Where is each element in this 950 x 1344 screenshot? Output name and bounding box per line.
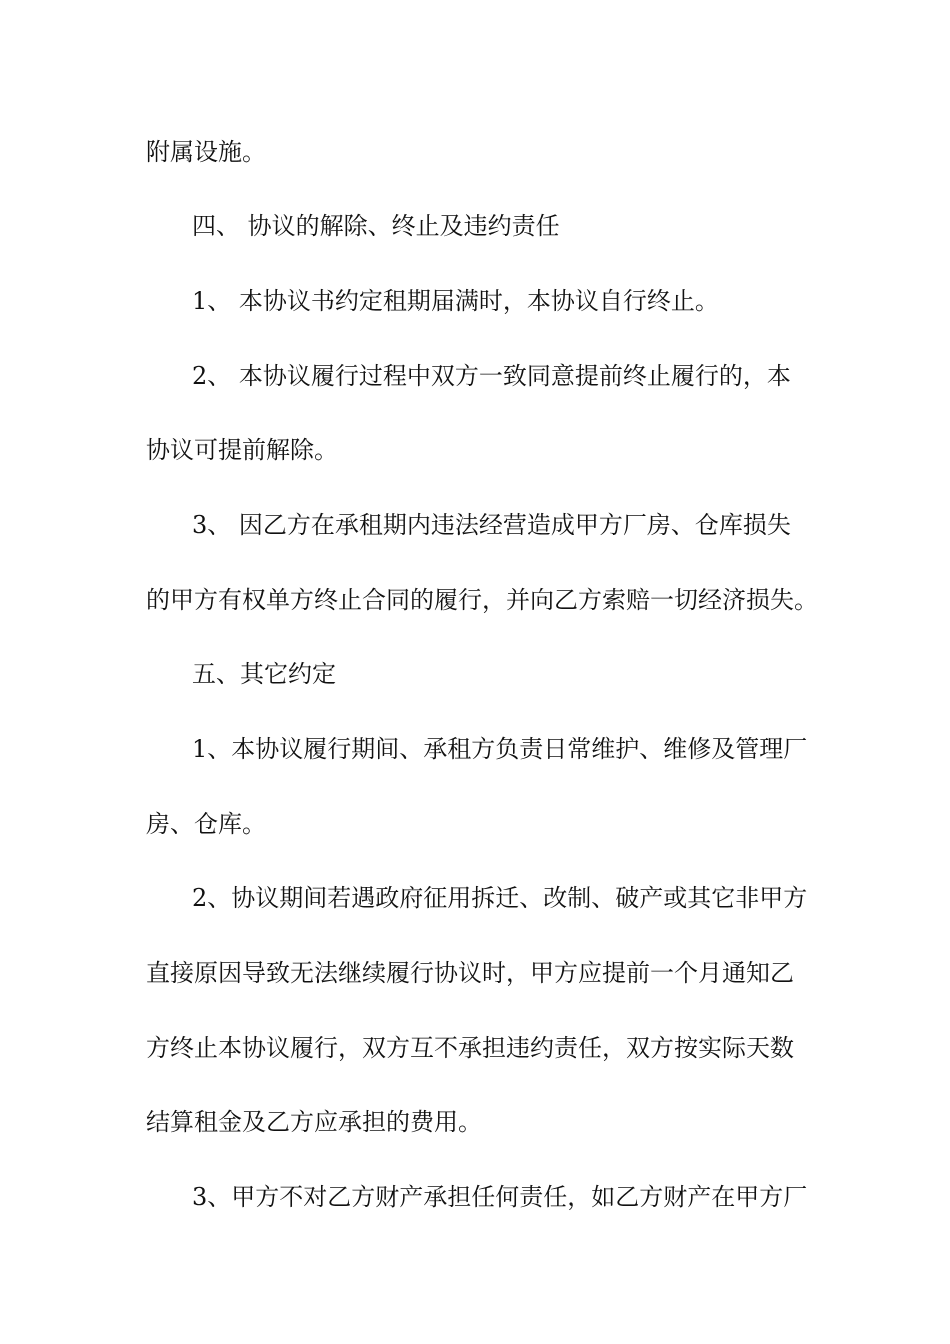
text-line: 方终止本协议履行，双方互不承担违约责任，双方按实际天数 xyxy=(146,1034,794,1062)
text-line: 的甲方有权单方终止合同的履行，并向乙方索赔一切经济损失。 xyxy=(146,586,818,614)
section-heading: 四、 协议的解除、终止及违约责任 xyxy=(192,212,560,240)
clause: 1、本协议履行期间、承租方负责日常维护、维修及管理厂 xyxy=(192,735,808,763)
clause: 2、协议期间若遇政府征用拆迁、改制、破产或其它非甲方 xyxy=(192,884,808,912)
text-line: 房、仓库。 xyxy=(146,810,266,838)
clause: 3、甲方不对乙方财产承担任何责任，如乙方财产在甲方厂 xyxy=(192,1183,808,1211)
clause: 3、 因乙方在承租期内违法经营造成甲方厂房、仓库损失 xyxy=(192,511,791,539)
clause: 1、 本协议书约定租期届满时，本协议自行终止。 xyxy=(192,287,719,315)
text-line: 直接原因导致无法继续履行协议时，甲方应提前一个月通知乙 xyxy=(146,959,794,987)
section-heading: 五、其它约定 xyxy=(192,660,336,688)
text-line: 附属设施。 xyxy=(146,138,266,166)
clause: 2、 本协议履行过程中双方一致同意提前终止履行的，本 xyxy=(192,362,791,390)
text-line: 结算租金及乙方应承担的费用。 xyxy=(146,1108,482,1136)
text-line: 协议可提前解除。 xyxy=(146,436,338,464)
